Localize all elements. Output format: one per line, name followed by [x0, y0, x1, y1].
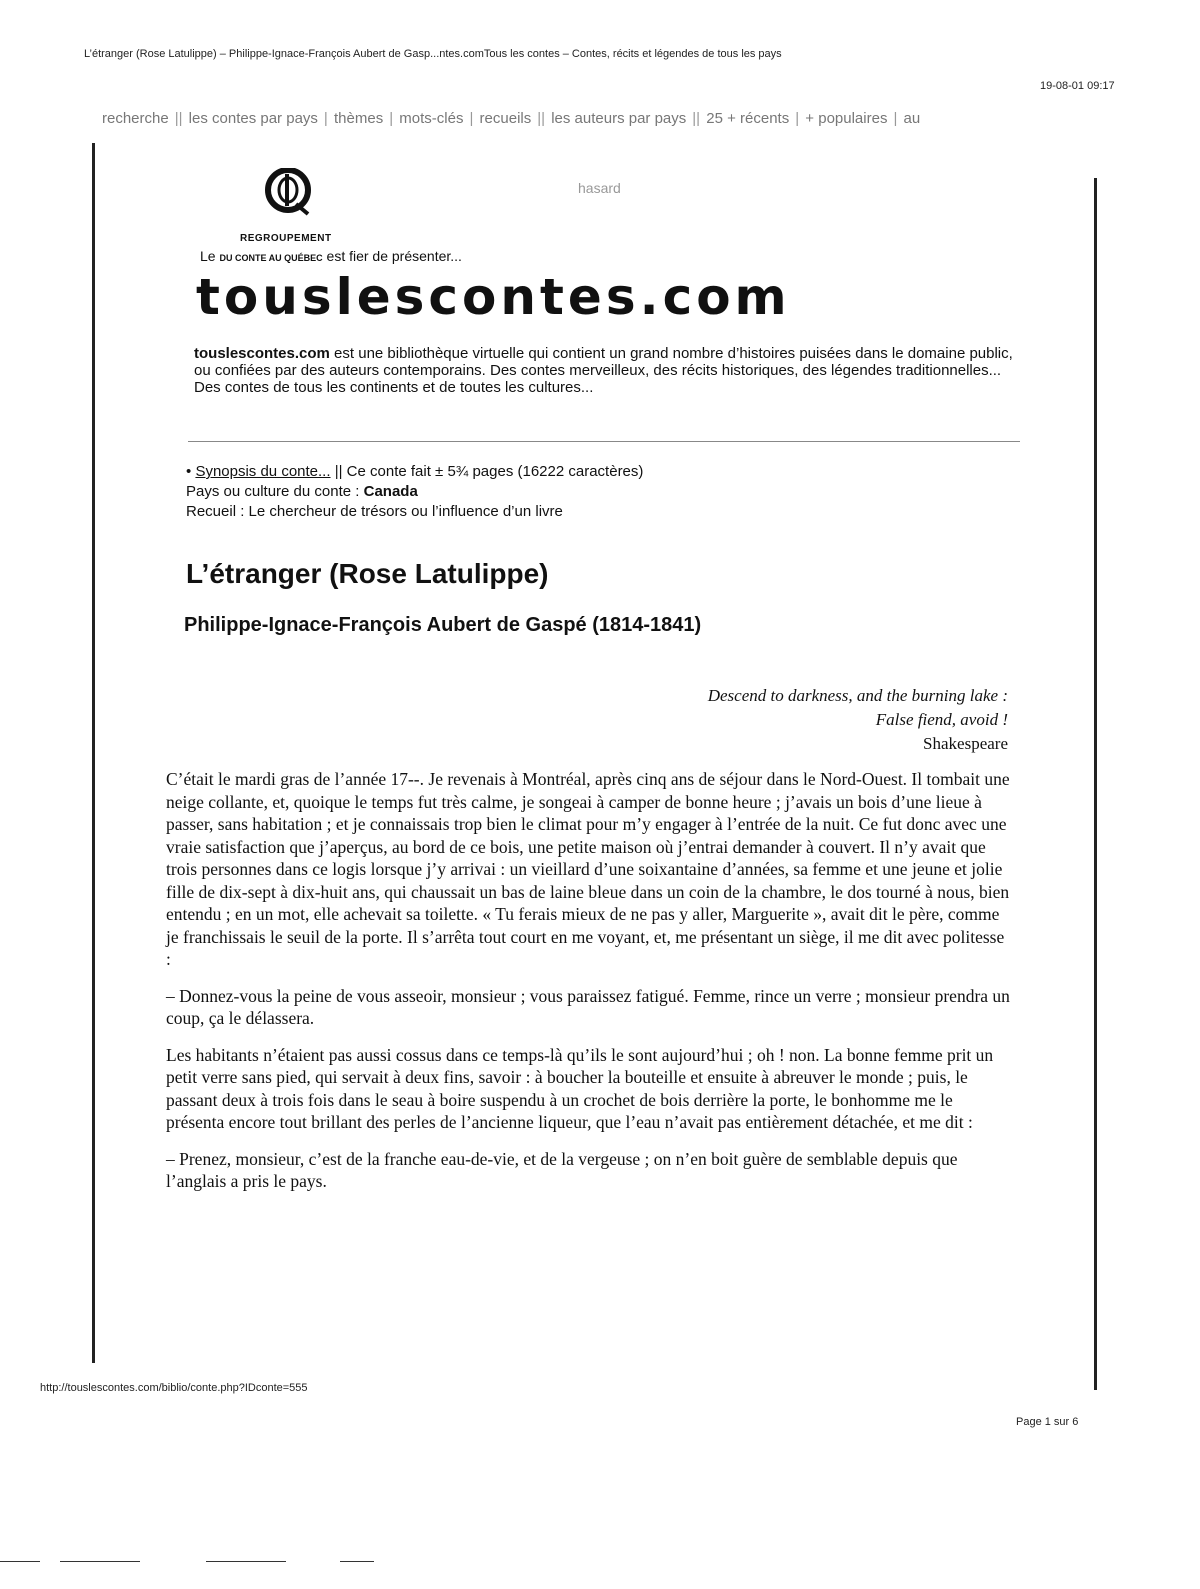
bullet-icon: • [186, 463, 192, 480]
nav-link-keywords[interactable]: mots-clés [399, 110, 464, 127]
story-length: || Ce conte fait ± 5¾ pages (16222 caractères) [334, 463, 644, 480]
print-footer-page: Page 1 sur 6 [1016, 1416, 1079, 1428]
scan-mark [60, 1561, 140, 1562]
site-brand: touslescontes.com [196, 268, 791, 326]
intro-suffix: est fier de présenter... [326, 248, 462, 264]
collection-value: Le chercheur de trésors ou l’influence d’un livre [248, 503, 563, 520]
story-title: L’étranger (Rose Latulippe) [186, 558, 549, 589]
top-navigation [102, 110, 1122, 127]
print-header-datetime: 19-08-01 09:17 [1040, 80, 1115, 92]
nav-separator: | [389, 110, 394, 127]
nav-link-popular[interactable]: + populaires [805, 110, 888, 127]
nav-link-by-country[interactable]: les contes par pays [188, 110, 318, 127]
nav-separator: | [795, 110, 800, 127]
epigraph-line: Descend to darkness, and the burning lake : [707, 686, 1008, 705]
site-description [194, 345, 1024, 396]
nav-link-search[interactable]: recherche [102, 110, 169, 127]
country-value: Canada [363, 483, 418, 500]
epigraph-attribution: Shakespeare [923, 734, 1008, 753]
story-paragraph: Les habitants n’étaient pas aussi cossus dans ce temps-là qu’ils le sont aujourd’hui ; oh ! non. La bonne femme prit un petit verre sans pied, qui servait à deux fins, savoir : à boucher la bouteille et ensuite à abreuver le monde ; puis, le passant deux à trois fois dans le seau à boire suspendu à un crochet de bois derrière la porte, le bonhomme me le présenta encore tout brillant des perles de l’ancienne liqueur, que l’eau n’avait pas entièrement détachée, et me dit : [166, 1044, 994, 1132]
nav-separator: | [323, 110, 328, 127]
nav-separator: | [893, 110, 898, 127]
page-border-right [1094, 178, 1097, 1390]
nav-separator: | [469, 110, 474, 127]
country-label: Pays ou culture du conte : [186, 483, 360, 500]
scan-mark [0, 1561, 40, 1562]
story-paragraph: – Donnez-vous la peine de vous asseoir, monsieur ; vous paraissez fatigué. Femme, rince un verre ; monsieur prendra un coup, ça le délassera. [166, 985, 1010, 1028]
print-header-title: L’étranger (Rose Latulippe) – Philippe-Ignace-François Aubert de Gasp...ntes.comTous les contes – Contes, récits et légendes de tous les pays [84, 48, 782, 60]
print-footer-url: http://touslescontes.com/biblio/conte.php?IDconte=555 [40, 1382, 308, 1394]
story-paragraph: C’était le mardi gras de l’année 17--. Je revenais à Montréal, après cinq ans de séjour dans le Nord-Ouest. Il tombait une neige collante, et, quoique le temps fut très calme, je songeai à camper de bonne heure ; j’avais un bois d’une lieue à passer, sans habitation ; et je connaissais trop bien le climat pour m’y engager à l’entrée de la nuit. Ce fut donc avec une vraie satisfaction que j’aperçus, au bord de ce bois, une petite maison où j’entrai demander à couvert. Il n’y avait que trois personnes dans ce logis lorsque j’y arrivai : un vieillard d’une soixantaine d’années, sa femme et une jeune et jolie fille de dix-sept à dix-huit ans, qui chaussait un bas de laine bleue dans un coin de la chambre, le dos tourné à nous, bien entendu ; en un mot, elle achevait sa toilette. « Tu ferais mieux de ne pas y aller, Marguerite », avait dit le père, comme je franchissais le seuil de la porte. Il s’arrêta tout court en me voyant, et, me présentant un siège, il me dit avec politesse : [166, 769, 1010, 969]
nav-separator: || [174, 110, 183, 127]
nav-link-recent[interactable]: 25 + récents [706, 110, 790, 127]
scan-mark [206, 1561, 286, 1562]
description-brand: touslescontes.com [194, 345, 330, 362]
epigraph [560, 684, 1008, 756]
story-author: Philippe-Ignace-François Aubert de Gaspé (1814-1841) [184, 614, 702, 636]
scan-mark [340, 1561, 374, 1562]
description-text: est une bibliothèque virtuelle qui contient un grand nombre d’histoires puisées dans le domaine public, ou confiées par des auteurs contemporains. Des contes merveilleux, des récits historiques, des légendes traditionnelles... Des contes de tous les continents et de toutes les cultures... [194, 345, 1013, 396]
synopsis-link[interactable]: Synopsis du conte... [195, 463, 331, 480]
page-border-left [92, 143, 95, 1363]
nav-separator: || [537, 110, 546, 127]
intro-prefix: Le [200, 248, 216, 264]
intro-org: DU CONTE AU QUÉBEC [219, 253, 323, 263]
nav-link-authors[interactable]: les auteurs par pays [551, 110, 687, 127]
nav-separator: || [692, 110, 701, 127]
story-paragraph: – Prenez, monsieur, c’est de la franche eau-de-vie, et de la vergeuse ; on n’en boit guère de semblable depuis que l’anglais a pris le pays. [166, 1148, 958, 1191]
story-body [166, 768, 1012, 1207]
nav-link-random-cont[interactable]: hasard [578, 180, 621, 196]
collection-label: Recueil : [186, 503, 245, 520]
nav-link-random[interactable]: au [903, 110, 921, 127]
nav-link-collections[interactable]: recueils [479, 110, 532, 127]
story-meta [186, 462, 1026, 522]
presenter-line [200, 248, 462, 264]
divider [188, 441, 1020, 442]
conte-quebec-logo-icon [262, 168, 320, 216]
logo-caption: REGROUPEMENT [240, 233, 332, 244]
nav-link-themes[interactable]: thèmes [334, 110, 384, 127]
epigraph-line: False fiend, avoid ! [875, 710, 1008, 729]
